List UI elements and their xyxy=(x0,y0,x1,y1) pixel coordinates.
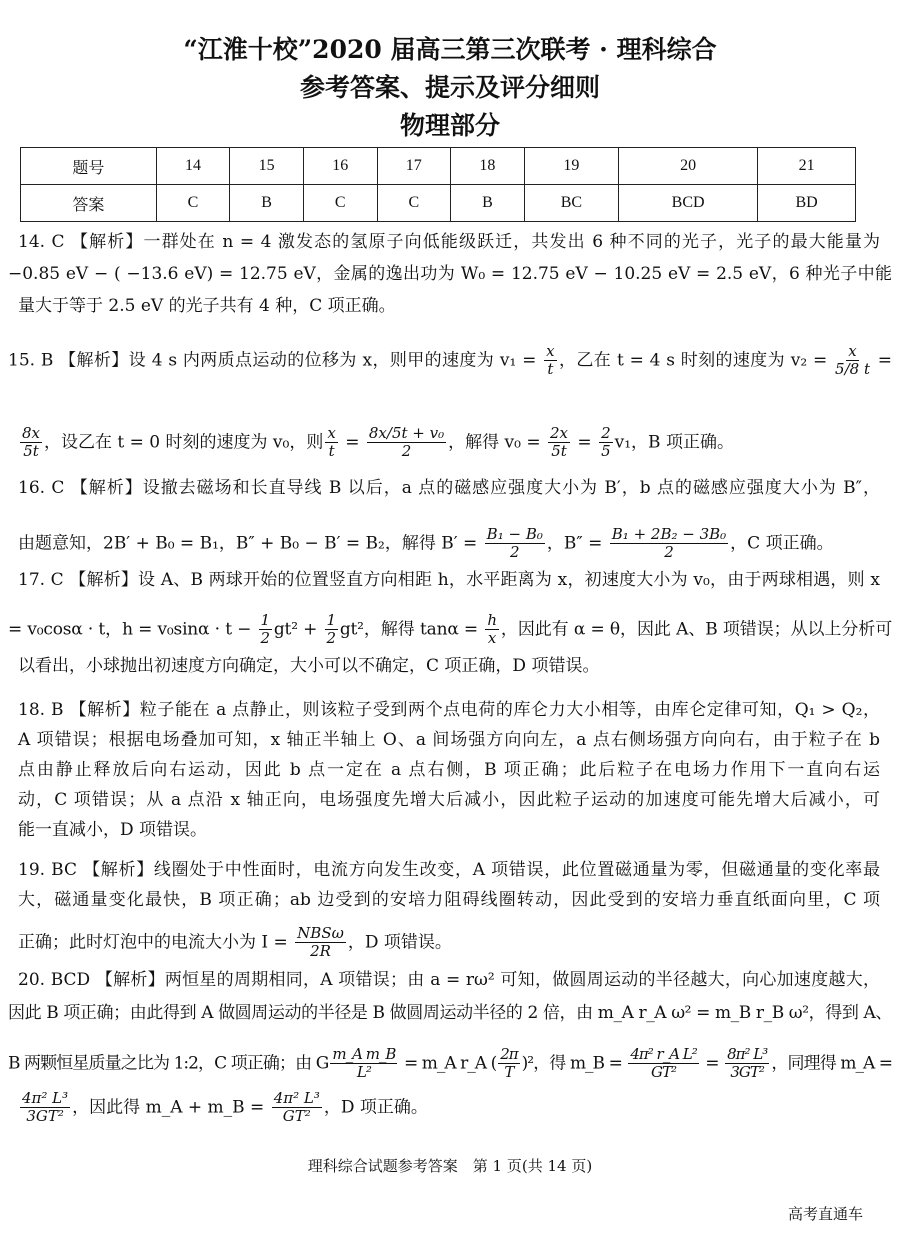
denominator: T xyxy=(504,1063,514,1082)
question-number: 20 xyxy=(619,148,758,185)
fraction xyxy=(367,425,446,461)
denominator: 2 xyxy=(326,629,336,648)
text-segment: 因此 B 项正确；由此得到 A 做圆周运动的半径是 B 做圆周运动半径的 2 倍，由 m_A r_A ω² = m_B r_B ω²，得到 A、 xyxy=(8,1003,892,1023)
denominator: 5/8 t xyxy=(835,360,870,379)
answer-cell: C xyxy=(156,185,230,222)
fraction xyxy=(628,1046,698,1082)
denominator: GT² xyxy=(282,1107,311,1126)
fraction xyxy=(330,1046,397,1082)
numerator: 1 xyxy=(326,611,336,629)
fraction xyxy=(599,425,613,461)
text-segment: = v₀cosα · t，h = v₀sinα · t − xyxy=(8,619,257,640)
text-line xyxy=(8,343,892,379)
question-number: 14 xyxy=(156,148,230,185)
question-number: 15 xyxy=(230,148,304,185)
numerator: 2x xyxy=(550,424,569,442)
text-segment: gt² + xyxy=(273,619,323,640)
numerator: 8x/5t + v₀ xyxy=(368,424,445,442)
text-segment: −0.85 eV − ( −13.6 eV) = 12.75 eV，金属的逸出功为 W₀ = 12.75 eV − 10.25 eV = 2.5 eV，6 种光子中能 xyxy=(8,264,892,284)
numerator: 1 xyxy=(260,611,270,629)
text-segment: 14. C 【解析】一群处在 n = 4 激发态的氢原子向低能级跃迁，共发出 6 种不同的光子，光子的最大能量为 xyxy=(18,232,880,252)
fraction xyxy=(835,343,870,379)
text-line xyxy=(18,890,880,910)
text-segment: 15. B 【解析】设 4 s 内两质点运动的位移为 x，则甲的速度为 v₁ = xyxy=(8,350,543,371)
text-line xyxy=(18,860,880,880)
fraction xyxy=(295,925,346,961)
row-label: 答案 xyxy=(21,185,157,222)
text-segment: ，解得 v₀ = xyxy=(448,432,546,453)
text-segment: 量大于等于 2.5 eV 的光子共有 4 种，C 项正确。 xyxy=(18,296,396,316)
numerator: NBSω xyxy=(297,924,344,942)
text-segment: A 项错误；根据电场叠加可知，x 轴正半轴上 O、a 间场强方向向左，a 点右侧场强方向向右，由于粒子在 b xyxy=(18,730,880,750)
question-number: 21 xyxy=(758,148,856,185)
question-number: 17 xyxy=(377,148,451,185)
numerator: B₁ − B₀ xyxy=(486,525,543,543)
text-line xyxy=(8,264,892,284)
fraction xyxy=(325,612,338,648)
numerator: x xyxy=(327,424,336,442)
numerator: 4π² L³ xyxy=(273,1089,320,1107)
text-segment: ，D 项正确。 xyxy=(323,1097,428,1118)
answer-cell: BCD xyxy=(619,185,758,222)
answer-cell: C xyxy=(377,185,451,222)
text-segment: 17. C 【解析】设 A、B 两球开始的位置竖直方向相距 h，水平距离为 x，初速度大小为 v₀，由于两球相遇，则 x xyxy=(18,570,880,590)
text-line xyxy=(18,1090,880,1126)
question-number: 18 xyxy=(451,148,525,185)
text-segment: 由题意知，2B′ + B₀ = B₁，B″ + B₀ − B′ = B₂，解得 B′ = xyxy=(18,533,483,554)
numerator: B₁ + 2B₂ − 3B₀ xyxy=(611,525,727,543)
text-segment: ，乙在 t = 4 s 时刻的速度为 v₂ = xyxy=(558,350,834,371)
text-line xyxy=(18,570,880,590)
document-title: “江淮十校”2020 届高三第三次联考 · 理科综合 xyxy=(183,35,717,64)
page-footer: 理科综合试题参考答案 第 1 页(共 14 页) xyxy=(307,1157,593,1175)
denominator: t xyxy=(328,442,335,461)
denominator: 5 xyxy=(601,442,611,461)
text-segment: = m_A r_A ( xyxy=(399,1053,497,1074)
fraction xyxy=(485,612,498,648)
answer-cell: BC xyxy=(524,185,618,222)
document-subtitle: 参考答案、提示及评分细则 xyxy=(299,73,600,102)
text-line xyxy=(18,656,880,676)
text-line xyxy=(8,612,892,648)
text-line xyxy=(8,1046,892,1082)
question-number: 16 xyxy=(303,148,377,185)
table-row-answers xyxy=(21,185,856,222)
denominator: 2 xyxy=(664,543,674,562)
fraction xyxy=(725,1046,769,1082)
text-line xyxy=(18,232,880,252)
fraction xyxy=(498,1046,519,1082)
text-segment: = xyxy=(339,432,365,453)
numerator: 4π² L³ xyxy=(22,1089,69,1107)
text-segment: B 两颗恒星质量之比为 1:2，C 项正确；由 G xyxy=(8,1053,329,1074)
text-segment: 16. C 【解析】设撤去磁场和长直导线 B 以后，a 点的磁感应强度大小为 B′，b 点的磁感应强度大小为 B″， xyxy=(18,478,880,498)
fraction xyxy=(485,526,545,562)
numerator: 2 xyxy=(601,424,611,442)
question-number: 19 xyxy=(524,148,618,185)
text-line xyxy=(18,925,880,961)
text-segment: 18. B 【解析】粒子能在 a 点静止，则该粒子受到两个点电荷的库仑力大小相等，由库仑定律可知，Q₁ > Q₂， xyxy=(18,700,880,720)
denominator: 3GT² xyxy=(730,1063,764,1082)
denominator: 5t xyxy=(23,442,39,461)
text-line xyxy=(18,700,880,720)
table-row-numbers xyxy=(21,148,856,185)
denominator: x xyxy=(487,629,497,648)
numerator: x xyxy=(546,342,555,360)
row-label: 题号 xyxy=(21,148,157,185)
text-segment: = xyxy=(871,350,892,371)
fraction xyxy=(272,1090,322,1126)
text-line xyxy=(18,526,880,562)
section-title: 物理部分 xyxy=(399,111,500,140)
numerator: 2π xyxy=(500,1045,518,1063)
answer-cell: BD xyxy=(758,185,856,222)
answer-cell: B xyxy=(230,185,304,222)
text-segment: ，C 项正确。 xyxy=(730,533,834,554)
denominator: 2 xyxy=(260,629,270,648)
denominator: 2R xyxy=(310,942,331,961)
fraction xyxy=(259,612,272,648)
text-line xyxy=(18,425,880,461)
text-segment: 大，磁通量变化最快，B 项正确；ab 边受到的安培力阻碍线圈转动，因此受到的安培力垂直纸面向里，C 项 xyxy=(18,890,880,910)
answer-cell: C xyxy=(303,185,377,222)
text-line xyxy=(18,760,880,780)
denominator: t xyxy=(547,360,554,379)
text-segment: ，同理得 m_A = xyxy=(771,1053,893,1074)
fraction xyxy=(548,425,570,461)
text-segment: 点由静止释放后向右运动，因此 b 点一定在 a 点右侧，B 项正确；此后粒子在电场力作用下一直向右运 xyxy=(18,760,880,780)
text-line xyxy=(8,1003,892,1023)
text-line xyxy=(18,820,880,840)
text-segment: ，D 项错误。 xyxy=(347,932,452,953)
text-segment: 19. BC 【解析】线圈处于中性面时，电流方向发生改变，A 项错误，此位置磁通量为零，但磁通量的变化率最 xyxy=(18,860,880,880)
text-segment: 动，C 项错误；从 a 点沿 x 轴正向，电场强度先增大后减小，因此粒子运动的加速度可能先增大后减小，可 xyxy=(18,790,880,810)
text-line xyxy=(18,478,880,498)
text-line xyxy=(18,730,880,750)
text-segment: )²，得 m_B = xyxy=(521,1053,627,1074)
denominator: L² xyxy=(356,1063,371,1082)
numerator: 8π² L³ xyxy=(727,1045,768,1063)
denominator: 2 xyxy=(401,442,412,461)
text-line xyxy=(18,296,880,316)
numerator: x xyxy=(848,342,857,360)
denominator: 2 xyxy=(509,543,520,562)
text-segment: 正确；此时灯泡中的电流大小为 I = xyxy=(18,932,294,953)
text-line xyxy=(18,970,880,990)
numerator: 4π² r_A L² xyxy=(630,1045,697,1063)
text-segment: 20. BCD 【解析】两恒星的周期相同，A 项错误；由 a = rω² 可知，做圆周运动的半径越大，向心加速度越大， xyxy=(18,970,880,990)
fraction xyxy=(544,343,556,379)
text-segment: 能一直减小，D 项错误。 xyxy=(18,820,208,840)
text-segment: ，B″ = xyxy=(546,533,608,554)
numerator: 8x xyxy=(22,424,41,442)
numerator: m_A m_B xyxy=(332,1045,396,1063)
fraction xyxy=(610,526,728,562)
denominator: 5t xyxy=(551,442,567,461)
text-segment: gt²，解得 tanα = xyxy=(339,619,484,640)
fraction xyxy=(325,425,337,461)
text-segment: = xyxy=(572,432,598,453)
denominator: GT² xyxy=(651,1063,677,1082)
fraction xyxy=(20,425,42,461)
text-segment: ，因此得 m_A + m_B = xyxy=(72,1097,270,1118)
numerator: h xyxy=(487,611,497,629)
denominator: 3GT² xyxy=(26,1107,64,1126)
text-segment: ，因此有 α = θ，因此 A、B 项错误；从以上分析可 xyxy=(500,619,892,640)
text-segment: ，设乙在 t = 0 时刻的速度为 v₀，则 xyxy=(44,432,324,453)
text-line xyxy=(18,790,880,810)
text-segment: v₁，B 项正确。 xyxy=(614,432,734,453)
text-segment: = xyxy=(700,1053,724,1074)
answer-cell: B xyxy=(451,185,525,222)
text-segment: 以看出，小球抛出初速度方向确定，大小可以不确定，C 项正确，D 项错误。 xyxy=(18,656,600,676)
brand-label: 高考直通车 xyxy=(788,1205,864,1223)
fraction xyxy=(20,1090,70,1126)
answer-table xyxy=(20,147,856,222)
